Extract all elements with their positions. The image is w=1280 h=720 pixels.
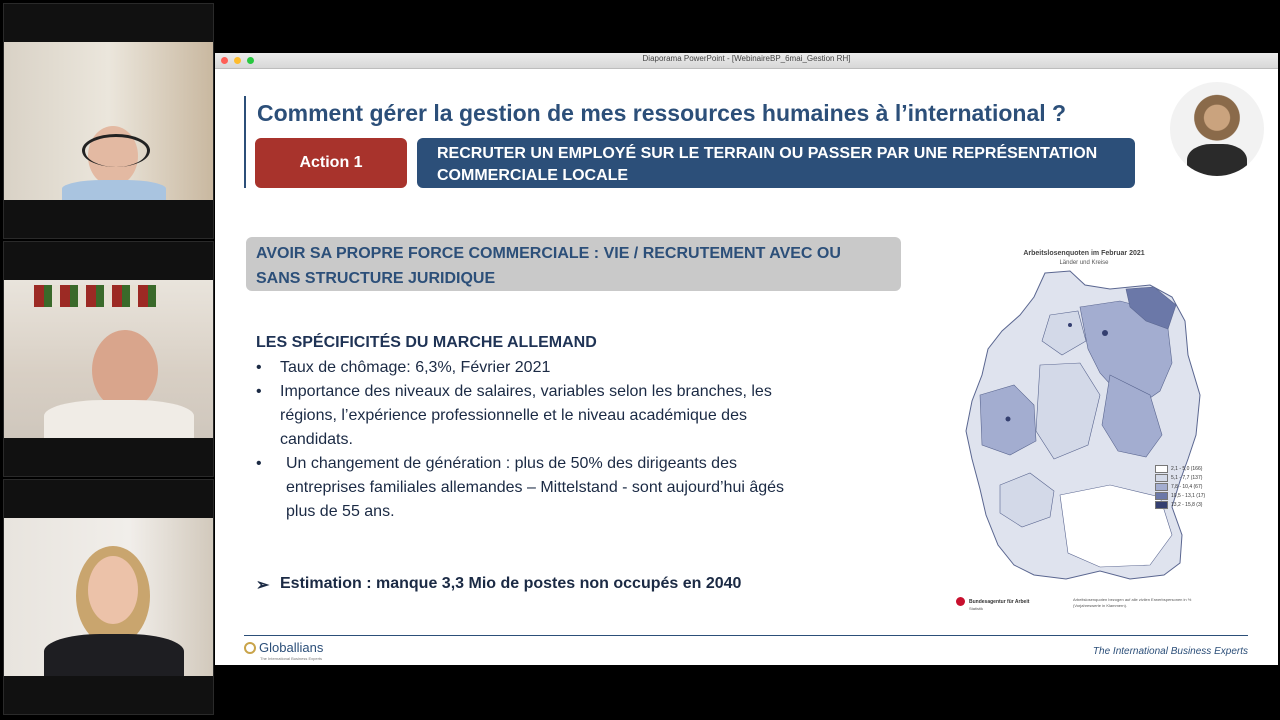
- legend-item: [1155, 473, 1205, 482]
- legend-swatch: [1155, 474, 1168, 482]
- bullet-line: Taux de chômage: 6,3%, Février 2021: [280, 359, 551, 376]
- bullet-list: [256, 356, 876, 524]
- heading-accent-bar: [244, 96, 246, 188]
- speaker-avatar: [1170, 82, 1264, 176]
- bullet-icon: •: [256, 359, 262, 376]
- legend-swatch: [1155, 501, 1168, 509]
- bullet-icon: •: [256, 455, 262, 472]
- participant-video-3: [4, 518, 213, 676]
- participant-head: [88, 556, 138, 624]
- window-title: Diaporama PowerPoint - [WebinaireBP_6mai_Gestion RH]: [642, 54, 851, 63]
- legend-swatch: [1155, 492, 1168, 500]
- section-title: LES SPÉCIFICITÉS DU MARCHE ALLEMAND: [256, 334, 597, 351]
- participant-body: [44, 400, 194, 438]
- unemployment-map: [950, 245, 1218, 617]
- bullet-line: entreprises familiales allemandes – Mittelstand - sont aujourd’hui âgés: [286, 479, 785, 496]
- participant-tile-1[interactable]: [3, 3, 214, 239]
- agency-logo-icon: [956, 597, 965, 606]
- legend-label: 2,1 - 5,0 (166): [1171, 465, 1203, 472]
- agency-name: Bundesagentur für Arbeit: [969, 598, 1030, 605]
- action-description-line-1: RECRUTER UN EMPLOYÉ SUR LE TERRAIN OU PASSER PAR UNE REPRÉSENTATION: [437, 145, 1098, 162]
- avatar-body: [1187, 144, 1247, 176]
- globe-icon: [244, 642, 256, 654]
- action-description-line-2: COMMERCIALE LOCALE: [437, 167, 629, 184]
- footer-divider: [244, 635, 1248, 636]
- headset-icon: [82, 134, 150, 167]
- legend-label: 10,5 - 13,1 (17): [1171, 492, 1206, 499]
- map-subtitle: Länder und Kreise: [1059, 260, 1109, 266]
- footer-logo: [244, 640, 323, 655]
- slideshow-window[interactable]: [215, 53, 1278, 665]
- bullet-item: [256, 452, 876, 524]
- bullet-line: plus de 55 ans.: [286, 503, 395, 520]
- participant-tile-2[interactable]: [3, 241, 214, 477]
- map-legend: [1155, 464, 1205, 509]
- estimation-text: Estimation : manque 3,3 Mio de postes non occupés en 2040: [280, 575, 742, 592]
- map-note: Arbeitslosenquoten bezogen auf alle zivilen Erwerbspersonen in % (Vorjahreswerte in Klammern).: [1073, 597, 1192, 608]
- slide-heading: Comment gérer la gestion de mes ressources humaines à l’international ?: [257, 100, 1067, 126]
- legend-label: 7,8 - 10,4 (67): [1171, 483, 1203, 490]
- agency-logo: [956, 597, 1029, 606]
- legend-item: [1155, 500, 1205, 509]
- bullet-item: [256, 356, 876, 380]
- subtopic-box: [246, 237, 901, 291]
- legend-swatch: [1155, 483, 1168, 491]
- legend-swatch: [1155, 465, 1168, 473]
- action-description: [417, 138, 1135, 188]
- participant-body: [44, 634, 184, 676]
- subtopic-line-2: SANS STRUCTURE JURIDIQUE: [256, 270, 496, 287]
- footer-brand-sub: The International Business Experts: [260, 656, 323, 661]
- map-title: Arbeitslosenquoten im Februar 2021: [1023, 250, 1145, 257]
- action-badge: Action 1: [255, 138, 407, 188]
- participant-video-1: [4, 42, 213, 200]
- legend-item: [1155, 464, 1205, 473]
- bullet-icon: •: [256, 383, 262, 400]
- arrow-bullet-icon: ➢: [256, 577, 270, 594]
- agency-sub: Statistik: [969, 606, 984, 611]
- bullet-item: [256, 380, 876, 452]
- bullet-line: candidats.: [280, 431, 353, 448]
- slide: [215, 69, 1278, 665]
- participant-video-2: [4, 280, 213, 438]
- participant-head: [92, 330, 158, 410]
- participant-body: [62, 180, 166, 200]
- participant-tile-3[interactable]: [3, 479, 214, 715]
- legend-item: [1155, 482, 1205, 491]
- bullet-line: régions, l’expérience professionnelle et le niveau académique des: [280, 407, 747, 424]
- legend-label: 5,1 - 7,7 (137): [1171, 474, 1203, 481]
- subtopic-line-1: AVOIR SA PROPRE FORCE COMMERCIALE : VIE / RECRUTEMENT AVEC OU: [256, 245, 841, 262]
- germany-map-graphic: [950, 245, 1218, 617]
- bullet-line: Importance des niveaux de salaires, variables selon les branches, les: [280, 383, 772, 400]
- legend-label: 13,2 - 15,8 (3): [1171, 501, 1203, 508]
- footer-brand: Globallians: [259, 640, 324, 655]
- bullet-line: Un changement de génération : plus de 50% des dirigeants des: [286, 455, 737, 472]
- legend-item: [1155, 491, 1205, 500]
- footer-tagline: The International Business Experts: [1092, 646, 1248, 657]
- window-titlebar[interactable]: [215, 53, 1278, 69]
- flags-shelf: [34, 285, 159, 307]
- estimation: [256, 575, 741, 595]
